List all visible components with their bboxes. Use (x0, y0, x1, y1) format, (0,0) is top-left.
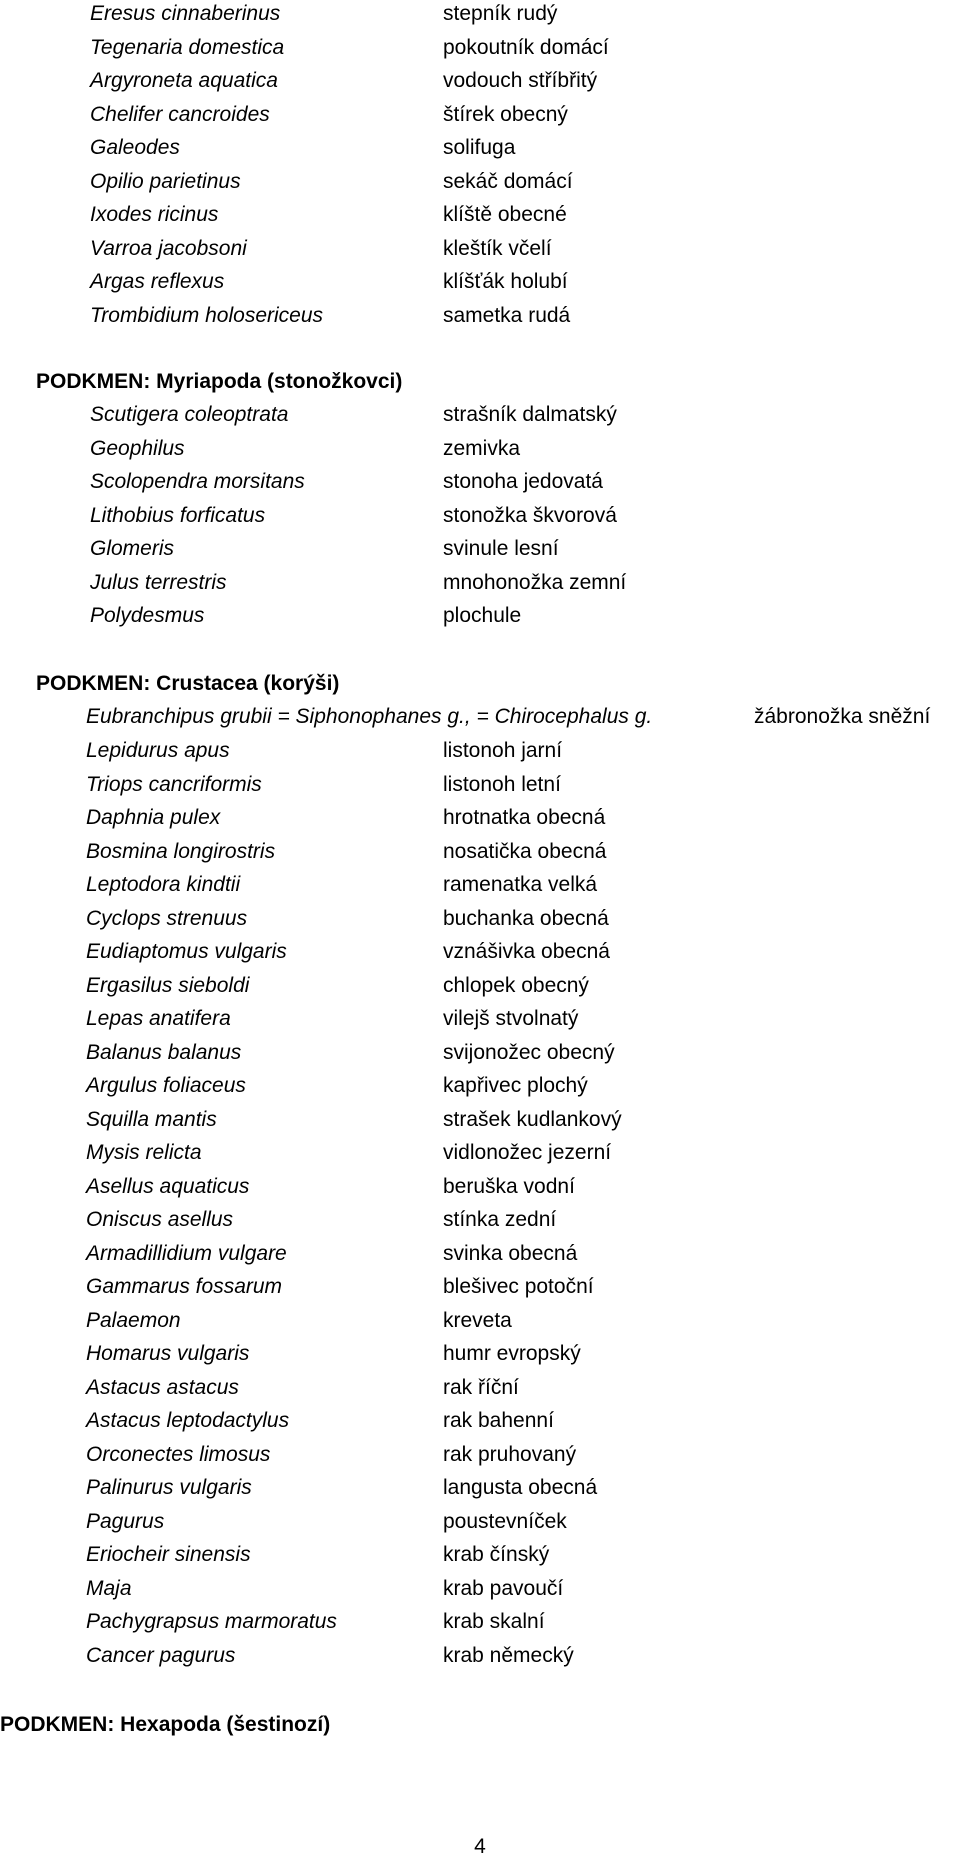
latin-name: Argulus foliaceus (86, 1074, 246, 1097)
czech-name: krab skalní (443, 1610, 545, 1633)
latin-name: Geophilus (90, 436, 185, 460)
list-item (0, 566, 960, 600)
latin-name: Oniscus asellus (86, 1208, 234, 1231)
latin-name: Mysis relicta (86, 1141, 202, 1164)
latin-name: Armadillidium vulgare (86, 1241, 287, 1265)
latin-name: Eresus cinnaberinus (90, 2, 281, 25)
latin-name: Palaemon (86, 1308, 181, 1332)
latin-name: Palinurus vulgaris (86, 1476, 252, 1499)
czech-name: beruška vodní (443, 1174, 575, 1198)
crustacea-list (0, 734, 960, 1672)
list-item (0, 1304, 960, 1338)
latin-name: Polydesmus (90, 604, 205, 627)
page-number: 4 (474, 1835, 486, 1858)
list-item (0, 1036, 960, 1070)
latin-name: Asellus aquaticus (86, 1174, 250, 1198)
latin-name: Balanus balanus (86, 1040, 242, 1064)
latin-name: Opilio parietinus (90, 169, 241, 193)
czech-name: vidlonožec jezerní (443, 1141, 612, 1164)
czech-name: listonoh jarní (443, 739, 563, 762)
list-item (0, 1270, 960, 1304)
list-item (0, 768, 960, 802)
latin-name: Pachygrapsus marmoratus (86, 1610, 337, 1633)
czech-name: svinka obecná (443, 1241, 578, 1265)
list-item (0, 532, 960, 566)
list-item (0, 1136, 960, 1170)
list-item (0, 64, 960, 98)
list-item (0, 0, 960, 31)
list-item (0, 198, 960, 232)
hexapoda-heading: PODKMEN: Hexapoda (šestinozí) (0, 1713, 331, 1736)
czech-name: klíšťák holubí (443, 270, 568, 293)
latin-name: Gammarus fossarum (86, 1275, 283, 1298)
czech-name: strašník dalmatský (443, 403, 617, 426)
czech-name: plochule (443, 604, 522, 627)
czech-name: stonožka škvorová (443, 503, 617, 527)
latin-name: Scutigera coleoptrata (90, 403, 289, 426)
list-item (0, 1572, 960, 1606)
czech-name: buchanka obecná (443, 906, 609, 930)
list-item (0, 935, 960, 969)
czech-name: svinule lesní (443, 537, 559, 560)
czech-name: rak říční (443, 1375, 519, 1399)
latin-name: Lithobius forficatus (90, 503, 266, 527)
czech-name: zemivka (443, 436, 521, 460)
latin-name: Pagurus (86, 1509, 165, 1533)
latin-name: Daphnia pulex (86, 806, 221, 829)
latin-name: Astacus astacus (86, 1375, 239, 1399)
list-item (0, 1170, 960, 1204)
czech-name: strašek kudlankový (443, 1107, 622, 1131)
czech-name: chlopek obecný (443, 973, 589, 997)
list-item (0, 232, 960, 266)
czech-name: poustevníček (443, 1509, 567, 1533)
latin-name: Homarus vulgaris (86, 1342, 250, 1365)
latin-name: Julus terrestris (90, 570, 227, 594)
latin-name: Triops cancriformis (86, 772, 262, 796)
list-item (0, 902, 960, 936)
czech-name: sametka rudá (443, 303, 571, 327)
latin-name: Cancer pagurus (86, 1643, 236, 1667)
crustacea-first-latin: Eubranchipus grubii = Siphonophanes g., = Chirocephalus g. (86, 705, 653, 728)
latin-name: Trombidium holosericeus (90, 303, 324, 327)
latin-name: Tegenaria domestica (90, 35, 285, 59)
crustacea-first-czech: žábronožka sněžní (754, 705, 931, 728)
list-item (0, 1069, 960, 1103)
list-item (0, 801, 960, 835)
myriapoda-heading: PODKMEN: Myriapoda (stonožkovci) (36, 370, 403, 393)
latin-name: Orconectes limosus (86, 1442, 271, 1466)
crustacea-heading: PODKMEN: Crustacea (korýši) (36, 672, 340, 695)
latin-name: Glomeris (90, 537, 175, 560)
czech-name: krab německý (443, 1643, 574, 1667)
czech-name: hrotnatka obecná (443, 806, 606, 829)
list-item (0, 734, 960, 768)
latin-name: Chelifer cancroides (90, 102, 270, 126)
list-item (0, 1471, 960, 1505)
czech-name: stonoha jedovatá (443, 470, 603, 493)
list-item (0, 131, 960, 165)
list-item (0, 1538, 960, 1572)
latin-name: Argas reflexus (90, 270, 225, 293)
czech-name: kreveta (443, 1308, 512, 1332)
czech-name: vilejš stvolnatý (443, 1007, 579, 1030)
list-item (0, 599, 960, 633)
list-item (0, 1371, 960, 1405)
list-item (0, 31, 960, 65)
list-item (0, 465, 960, 499)
czech-name: ramenatka velká (443, 873, 598, 896)
latin-name: Squilla mantis (86, 1107, 217, 1131)
czech-name: krab čínský (443, 1543, 550, 1566)
czech-name: kleštík včelí (443, 236, 552, 260)
latin-name: Eudiaptomus vulgaris (86, 940, 287, 963)
czech-name: mnohonožka zemní (443, 570, 627, 594)
list-item (0, 1639, 960, 1673)
czech-name: rak bahenní (443, 1409, 554, 1432)
czech-name: blešivec potoční (443, 1275, 594, 1298)
latin-name: Astacus leptodactylus (86, 1409, 290, 1432)
czech-name: vznášivka obecná (443, 940, 610, 963)
list-item (0, 299, 960, 333)
czech-name: klíště obecné (443, 203, 567, 226)
latin-name: Ixodes ricinus (90, 203, 219, 226)
czech-name: nosatička obecná (443, 839, 607, 863)
czech-name: langusta obecná (443, 1476, 598, 1499)
czech-name: kapřivec plochý (443, 1074, 588, 1097)
list-item (0, 1404, 960, 1438)
latin-name: Maja (86, 1576, 132, 1600)
list-item (0, 969, 960, 1003)
latin-name: Scolopendra morsitans (90, 470, 305, 493)
arachnida-list (0, 0, 960, 332)
czech-name: krab pavoučí (443, 1576, 564, 1600)
latin-name: Eriocheir sinensis (86, 1543, 251, 1566)
latin-name: Galeodes (90, 136, 180, 159)
list-item (0, 265, 960, 299)
czech-name: solifuga (443, 136, 516, 159)
czech-name: pokoutník domácí (443, 35, 609, 59)
latin-name: Ergasilus sieboldi (86, 973, 250, 997)
list-item (0, 1337, 960, 1371)
czech-name: rak pruhovaný (443, 1442, 577, 1466)
latin-name: Bosmina longirostris (86, 839, 276, 863)
list-item (0, 835, 960, 869)
list-item (0, 1103, 960, 1137)
czech-name: sekáč domácí (443, 169, 573, 193)
czech-name: svijonožec obecný (443, 1040, 615, 1064)
list-item (0, 432, 960, 466)
czech-name: štírek obecný (443, 102, 568, 126)
list-item (0, 98, 960, 132)
latin-name: Lepas anatifera (86, 1007, 231, 1030)
latin-name: Leptodora kindtii (86, 873, 241, 896)
czech-name: stepník rudý (443, 2, 558, 25)
list-item (0, 868, 960, 902)
list-item (0, 1203, 960, 1237)
list-item (0, 1605, 960, 1639)
czech-name: vodouch stříbřitý (443, 69, 598, 92)
latin-name: Argyroneta aquatica (90, 69, 278, 92)
list-item (0, 1002, 960, 1036)
latin-name: Cyclops strenuus (86, 906, 248, 930)
latin-name: Varroa jacobsoni (90, 236, 247, 260)
list-item (0, 165, 960, 199)
list-item (0, 1237, 960, 1271)
myriapoda-list (0, 398, 960, 633)
czech-name: listonoh letní (443, 772, 561, 796)
list-item (0, 499, 960, 533)
list-item (0, 1438, 960, 1472)
list-item (0, 1505, 960, 1539)
list-item (0, 398, 960, 432)
czech-name: humr evropský (443, 1342, 581, 1365)
czech-name: stínka zední (443, 1208, 557, 1231)
latin-name: Lepidurus apus (86, 739, 230, 762)
